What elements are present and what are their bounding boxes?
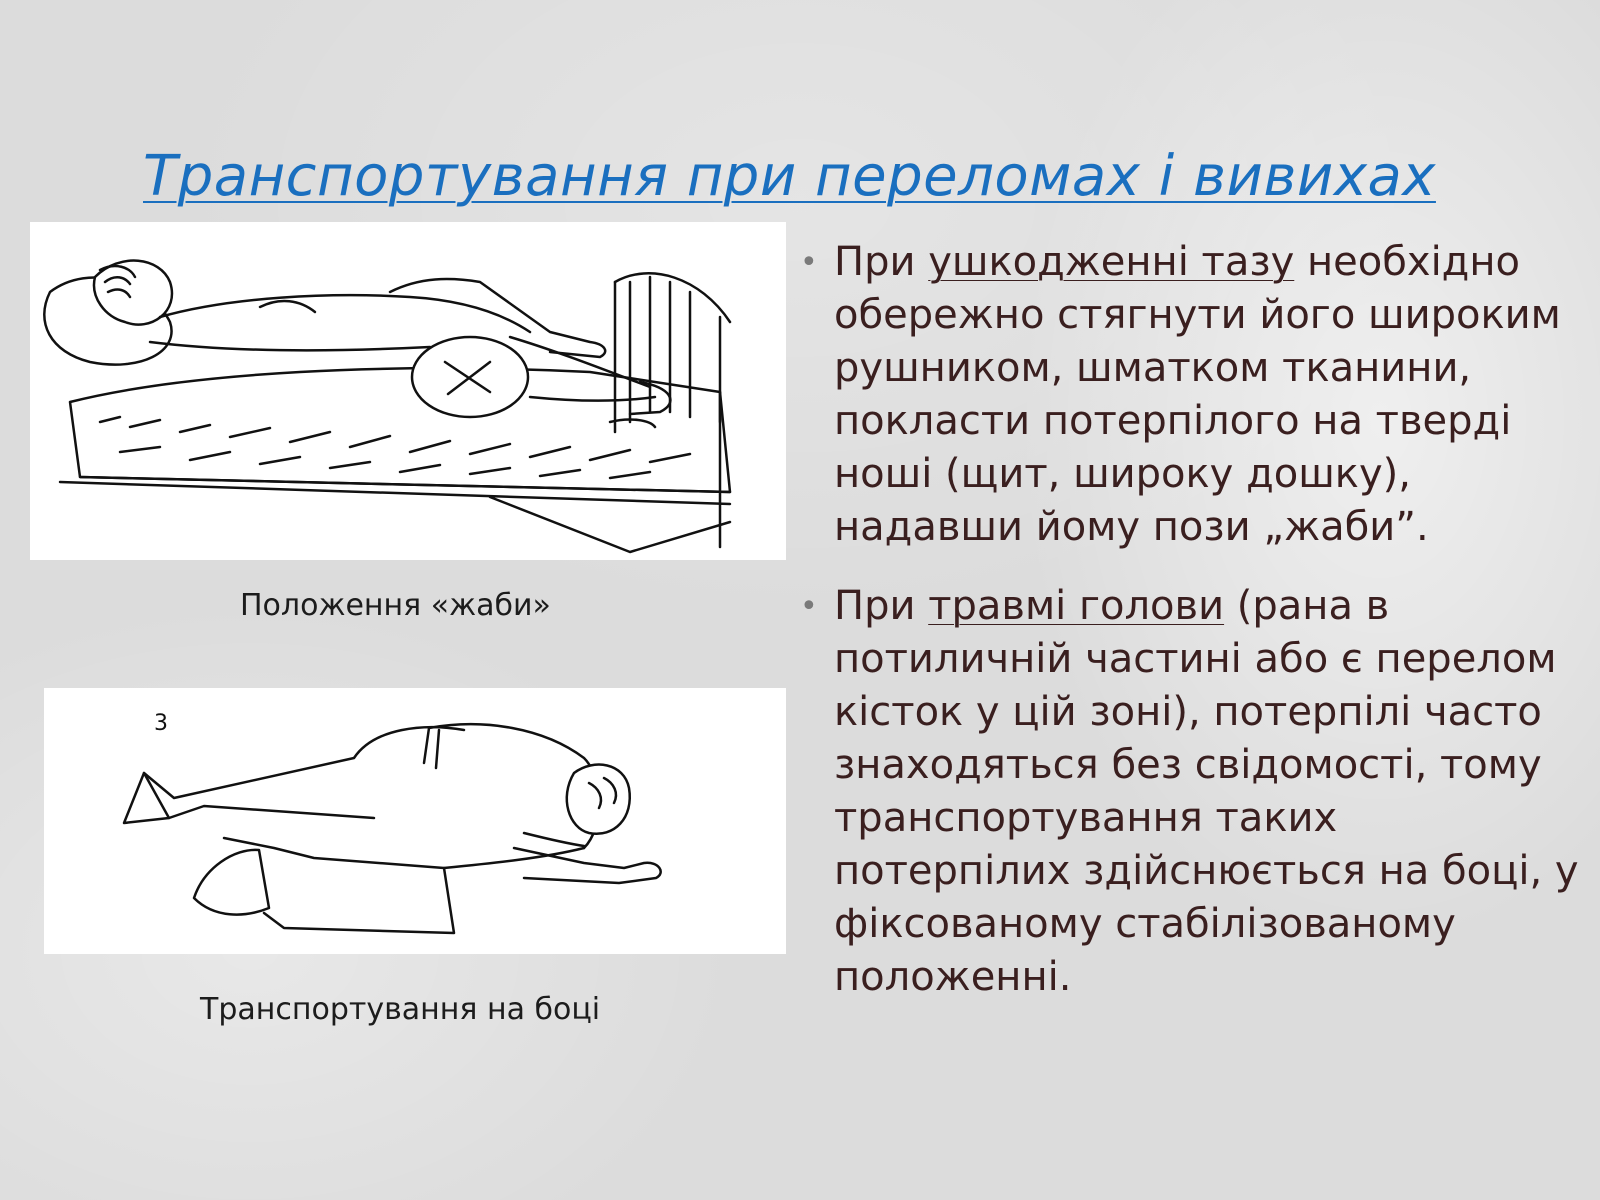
side-position-caption: Транспортування на боці (200, 992, 601, 1027)
bullet-text: необхідно обережно стягнути його широким рушником, шматком тканини, покласти потерпілого на тверді ноші (щит, широку дошку), надавши йому пози „жаби”. (834, 239, 1561, 550)
bullet-list (800, 236, 1580, 1030)
frog-position-illustration (30, 222, 786, 560)
bullet-underlined-term: ушкодженні тазу (928, 239, 1295, 285)
bullet-underlined-term: травмі голови (928, 583, 1225, 629)
figure-number-label: 3 (154, 711, 168, 736)
side-position-illustration (44, 688, 786, 954)
bullet-prefix: При (834, 239, 929, 285)
bullet-glyph: • (800, 245, 818, 280)
bullet-pelvis-injury (800, 236, 1580, 554)
frog-position-caption: Положення «жаби» (240, 588, 551, 623)
side-position-drawing (44, 688, 786, 954)
bullet-glyph: • (800, 589, 818, 624)
bullet-prefix: При (834, 583, 929, 629)
slide-title: Транспортування при переломах і вивихах (143, 144, 1436, 209)
bullet-text: (рана в потиличній частині або є перелом кісток у цій зоні), потерпілі часто знаходяться без свідомості, тому транспортування таких потерпілих здійснюється на боці, у фіксованому стабілізованому положенні. (834, 583, 1579, 1000)
bullet-head-injury (800, 580, 1580, 1004)
frog-position-drawing (30, 222, 786, 560)
